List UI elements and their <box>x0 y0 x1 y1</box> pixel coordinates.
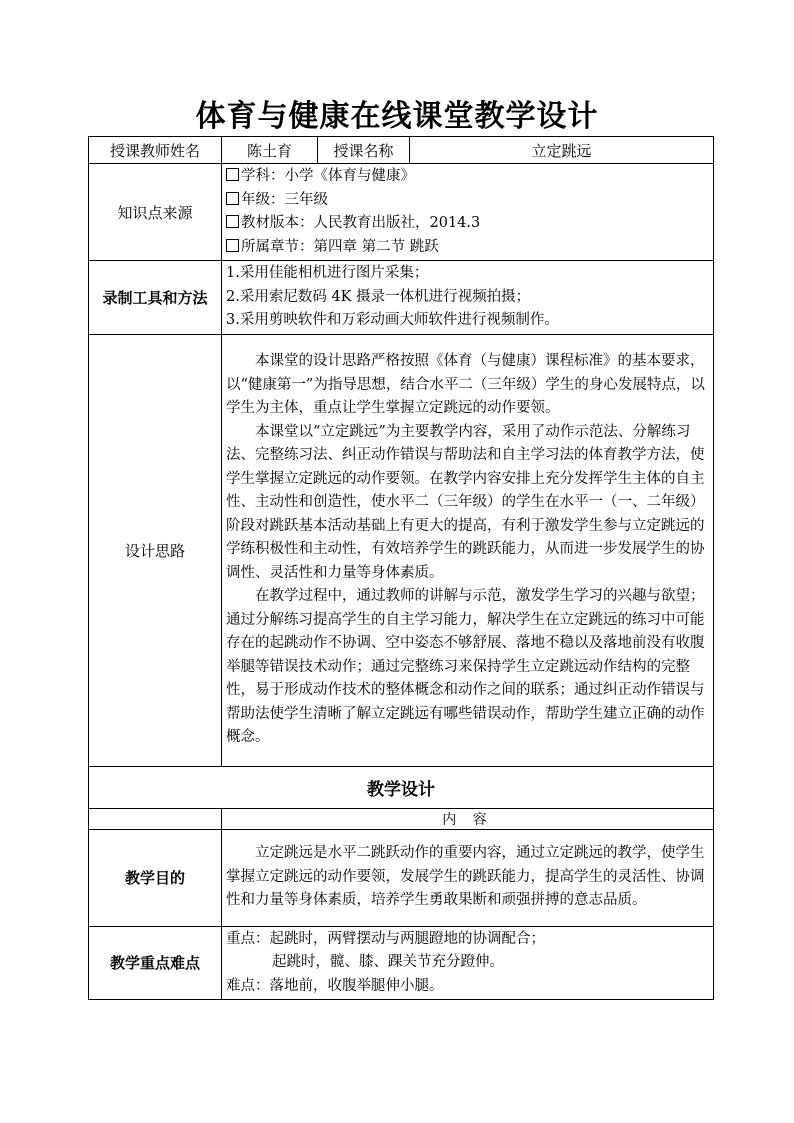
teacher-row <box>89 137 714 164</box>
content-header: 内 容 <box>222 808 714 829</box>
design-idea-row <box>89 334 714 766</box>
recording-item: 2.采用索尼数码 4K 摄录一体机进行视频拍摄； <box>226 288 531 305</box>
design-idea-label: 设计思路 <box>89 334 222 766</box>
section-header: 教学设计 <box>89 766 714 808</box>
teacher-label: 授课教师姓名 <box>89 137 222 164</box>
content-header-row <box>89 808 714 829</box>
checkbox-icon <box>226 215 239 228</box>
recording-label: 录制工具和方法 <box>89 261 222 335</box>
recording-item: 1.采用佳能相机进行图片采集； <box>226 265 429 281</box>
teacher-name: 陈土育 <box>222 137 318 164</box>
course-name: 立定跳远 <box>410 137 714 164</box>
knowledge-source-label: 知识点来源 <box>89 164 222 261</box>
difficulty-line: 难点：落地前，收腹举腿伸小腿。 <box>226 977 444 994</box>
lesson-plan-table <box>88 136 714 1000</box>
design-paragraph: 在教学过程中，通过教师的讲解与示范，激发学生学习的兴趣与欲望；通过分解练习提高学生的自主学习能力，解决学生在立定跳远的练习中可能存在的起跳动作不协调、空中姿态不够舒展、落地不稳以及落地前没有收腹举腿等错误技术动作；通过完整练习来保持学生立定跳远动作结构的完整性，易于形成动作技术的整体概念和动作之间的联系；通过纠正动作错误与帮助法使学生清晰了解立定跳远有哪些错误动作，帮助学生建立正确的动作概念。 <box>226 588 705 746</box>
key-point-line: 起跳时，髋、膝、踝关节充分蹬伸。 <box>272 954 504 970</box>
checkbox-icon <box>226 239 239 252</box>
empty-cell <box>89 808 222 829</box>
checkbox-icon <box>226 168 239 181</box>
design-paragraph: 本课堂的设计思路严格按照《体育（与健康）课程标准》的基本要求，以“健康第一”为指导思想，结合水平二（三年级）学生的身心发展特点，以学生为主体，重点让学生掌握立定跳远的动作要领。 <box>226 353 705 417</box>
section-header-row <box>89 766 714 808</box>
recording-item: 3.采用剪映软件和万彩动画大师软件进行视频制作。 <box>226 312 559 328</box>
knowledge-item: 所属章节：第四章 第二节 跳跃 <box>226 236 707 260</box>
key-points-row <box>89 926 714 1000</box>
key-point-line: 重点：起跳时，两臂摆动与两腿蹬地的协调配合； <box>226 930 545 947</box>
design-idea-content <box>222 334 714 766</box>
key-points-label: 教学重点难点 <box>89 926 222 1000</box>
page-title: 体育与健康在线课堂教学设计 <box>195 99 599 134</box>
knowledge-source-row <box>89 164 714 261</box>
checkbox-icon <box>226 192 239 205</box>
knowledge-item: 年级：三年级 <box>226 189 707 213</box>
objective-label: 教学目的 <box>89 829 222 926</box>
course-label: 授课名称 <box>318 137 410 164</box>
objective-row <box>89 829 714 926</box>
knowledge-item: 学科：小学《体育与健康》 <box>226 165 707 189</box>
key-points-content <box>222 926 714 1000</box>
recording-content <box>222 261 714 335</box>
recording-row <box>89 261 714 335</box>
design-paragraph: 本课堂以“立定跳远”为主要教学内容，采用了动作示范法、分解练习法、完整练习法、纠正动作错误与帮助法和自主学习法的体育教学方法，使学生掌握立定跳远的动作要领。在教学内容安排上充分发挥学生主体的自主性、主动性和创造性，使水平二（三年级）的学生在水平一（一、二年级）阶段对跳跃基本活动基础上有更大的提高，有利于激发学生参与立定跳远的学练积极性和主动性，有效培养学生的跳跃能力，从而进一步发展学生的协调性、灵活性和力量等身体素质。 <box>226 423 705 581</box>
objective-text: 立定跳远是水平二跳跃动作的重要内容，通过立定跳远的教学，使学生掌握立定跳远的动作要领，发展学生的跳跃能力，提高学生的灵活性、协调性和力量等身体素质，培养学生勇敢果断和顽强拼搏的意志品质。 <box>226 845 705 909</box>
knowledge-item: 教材版本：人民教育出版社，2014.3 <box>226 212 707 236</box>
knowledge-source-content <box>222 164 714 261</box>
objective-content <box>222 829 714 926</box>
